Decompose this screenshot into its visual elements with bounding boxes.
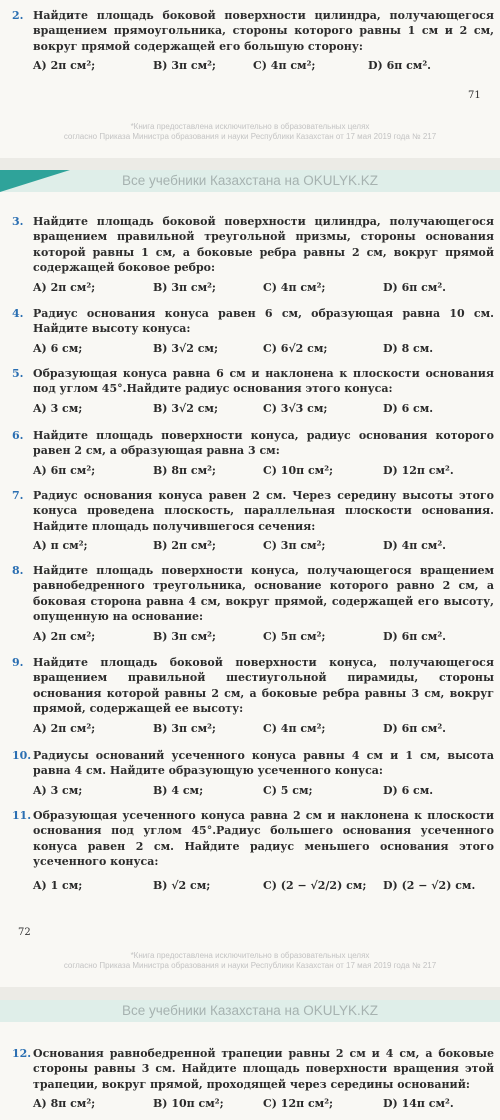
option-b: B) 8π см²;	[153, 463, 216, 477]
option-a: A) 3 см;	[33, 783, 83, 797]
option-d: D) 6 см.	[383, 401, 434, 415]
question-number: 10.	[12, 749, 32, 762]
question-number: 9.	[12, 656, 24, 669]
answer-options	[33, 721, 494, 739]
option-c: C) 4π см²;	[263, 721, 326, 735]
question-text: Радиусы оснований усеченного конуса равны 4 см и 1 см, высота равна 4 см. Найдите образующую усеченного конуса:	[33, 749, 494, 778]
option-c: C) 4π см²;	[263, 280, 326, 294]
footer-note: *Книга предоставлена исключительно в образовательных целях	[130, 122, 370, 131]
option-a: A) 8π см²;	[33, 1097, 96, 1111]
option-a: A) π см²;	[33, 539, 88, 553]
question-number: 12.	[12, 1047, 32, 1060]
question-number: 5.	[12, 367, 24, 380]
option-c: C) 5π см²;	[263, 629, 326, 643]
answer-options	[33, 629, 494, 647]
option-a: A) 2π см²;	[33, 280, 96, 294]
option-a: A) 6π см²;	[33, 463, 96, 477]
question-11	[12, 808, 494, 896]
option-d: D) 6π см².	[383, 721, 447, 735]
question-text: Основания равнобедренной трапеции равны 2 см и 4 см, а боковые стороны равны 3 см. Найдите площадь поверхности вращения этой трапеции, вокруг прямой, проходящей через середины оснований:	[33, 1047, 494, 1091]
option-c: C) 4π см²;	[253, 59, 316, 73]
answer-options	[33, 341, 494, 359]
page-number: 72	[18, 927, 31, 938]
footer-note: согласно Приказа Министра образования и науки Республики Казахстан от 17 мая 2019 года № 217	[63, 132, 437, 141]
question-text: Образующая усеченного конуса равна 2 см и наклонена к плоскости основания под углом 45°.Радиус большего основания усеченного конуса равен 2 см. Найдите радиус меньшего основания этого усеченного конуса:	[33, 809, 494, 869]
textbook-page-71	[0, 0, 500, 158]
option-d: D) 12π см².	[383, 463, 454, 477]
question-number: 3.	[12, 215, 24, 228]
option-d: D) 6π см².	[383, 629, 447, 643]
option-c: C) 3√3 см;	[263, 401, 328, 415]
option-d: D) 14π см².	[383, 1097, 454, 1111]
question-3	[12, 214, 494, 298]
question-text: Радиус основания конуса равен 2 см. Через середину высоты этого конуса проведена плоскость, параллельная плоскости основания. Найдите площадь получившегося сечения:	[33, 489, 494, 533]
question-text: Найдите площадь боковой поверхности цилиндра, получающегося вращением прямоугольника, стороны которого равны 1 см и 2 см, вокруг прямой содержащей его большую сторону:	[33, 9, 494, 53]
option-c: C) 12π см²;	[263, 1097, 334, 1111]
question-text: Найдите площадь поверхности конуса, радиус основания которого равен 2 см, а образующая равна 3 см:	[33, 429, 494, 458]
option-a: A) 1 см;	[33, 878, 83, 892]
option-c: C) 6√2 см;	[263, 341, 328, 355]
option-b: B) 10π см²;	[153, 1097, 224, 1111]
option-a: A) 2π см²;	[33, 629, 96, 643]
option-b: B) 3π см²;	[153, 629, 216, 643]
answer-options	[33, 463, 494, 481]
option-d: D) 6π см².	[383, 280, 447, 294]
answer-options	[33, 538, 494, 556]
question-9	[12, 655, 494, 739]
option-b: B) 3√2 см;	[153, 341, 219, 355]
option-c: C) 5 см;	[263, 783, 313, 797]
option-c: C) 10π см²;	[263, 463, 334, 477]
option-d: D) 4π см².	[383, 539, 447, 553]
option-b: B) 4 см;	[153, 783, 204, 797]
answer-options	[33, 1096, 494, 1114]
answer-options	[33, 878, 494, 896]
question-number: 4.	[12, 307, 24, 320]
question-12	[12, 1046, 494, 1114]
question-text: Радиус основания конуса равен 6 см, образующая равна 10 см. Найдите высоту конуса:	[33, 307, 494, 336]
question-text: Образующая конуса равна 6 см и наклонена к плоскости основания под углом 45°.Найдите радиус основания этого конуса:	[33, 367, 494, 396]
option-b: B) 3π см²;	[153, 59, 216, 73]
question-text: Найдите площадь боковой поверхности конуса, получающегося вращением правильной шестиугольной пирамиды, стороны основания которой равны 2 см, а боковые ребра равны 3 см, вокруг прямой, содержащей ее высоту:	[33, 656, 494, 716]
question-10	[12, 748, 494, 801]
option-a: A) 2π см²;	[33, 721, 96, 735]
question-number: 2.	[12, 9, 24, 22]
option-c: C) 3π см²;	[263, 539, 326, 553]
option-d: D) 6π см².	[368, 59, 432, 73]
footer-note: согласно Приказа Министра образования и науки Республики Казахстан от 17 мая 2019 года № 217	[63, 961, 437, 970]
question-number: 8.	[12, 564, 24, 577]
option-a: A) 2π см²;	[33, 59, 96, 73]
option-a: A) 3 см;	[33, 401, 83, 415]
question-2	[12, 8, 494, 76]
question-6	[12, 428, 494, 481]
footer-note: *Книга предоставлена исключительно в образовательных целях	[130, 951, 370, 960]
option-b: B) 3π см²;	[153, 721, 216, 735]
question-7	[12, 488, 494, 556]
question-number: 6.	[12, 429, 24, 442]
option-b: B) 2π см²;	[153, 539, 216, 553]
option-d: D) (2 − √2) см.	[383, 878, 476, 892]
question-number: 11.	[12, 809, 32, 822]
question-8	[12, 563, 494, 647]
question-text: Найдите площадь боковой поверхности цилиндра, получающегося вращением правильной треугольной призмы, стороны основания которой равны 1 см, а боковые ребра равны 2 см, вокруг прямой содержащей боковое ребро:	[33, 215, 494, 275]
answer-options	[33, 280, 494, 298]
page-number: 71	[468, 90, 481, 101]
site-banner	[0, 170, 500, 192]
banner-text: Все учебники Казахстана на OKULYK.KZ	[121, 173, 379, 188]
option-a: A) 6 см;	[33, 341, 83, 355]
question-text: Найдите площадь поверхности конуса, получающегося вращением равнобедренного треугольника, основание которого равно 2 см, а боковая сторона равна 4 см, вокруг прямой, содержащей его высоту, опущенную на основание:	[33, 564, 494, 624]
option-d: D) 8 см.	[383, 341, 434, 355]
answer-options	[33, 58, 494, 76]
option-b: B) 3π см²;	[153, 280, 216, 294]
site-banner	[0, 1000, 500, 1022]
banner-text: Все учебники Казахстана на OKULYK.KZ	[121, 1003, 379, 1018]
answer-options	[33, 401, 494, 419]
option-b: B) √2 см;	[153, 878, 211, 892]
option-d: D) 6 см.	[383, 783, 434, 797]
question-number: 7.	[12, 489, 24, 502]
question-5	[12, 366, 494, 419]
answer-options	[33, 783, 494, 801]
question-4	[12, 306, 494, 359]
textbook-page-73	[0, 1000, 500, 1120]
option-c: C) (2 − √2/2) см;	[263, 878, 367, 892]
option-b: B) 3√2 см;	[153, 401, 219, 415]
textbook-page-72	[0, 170, 500, 987]
